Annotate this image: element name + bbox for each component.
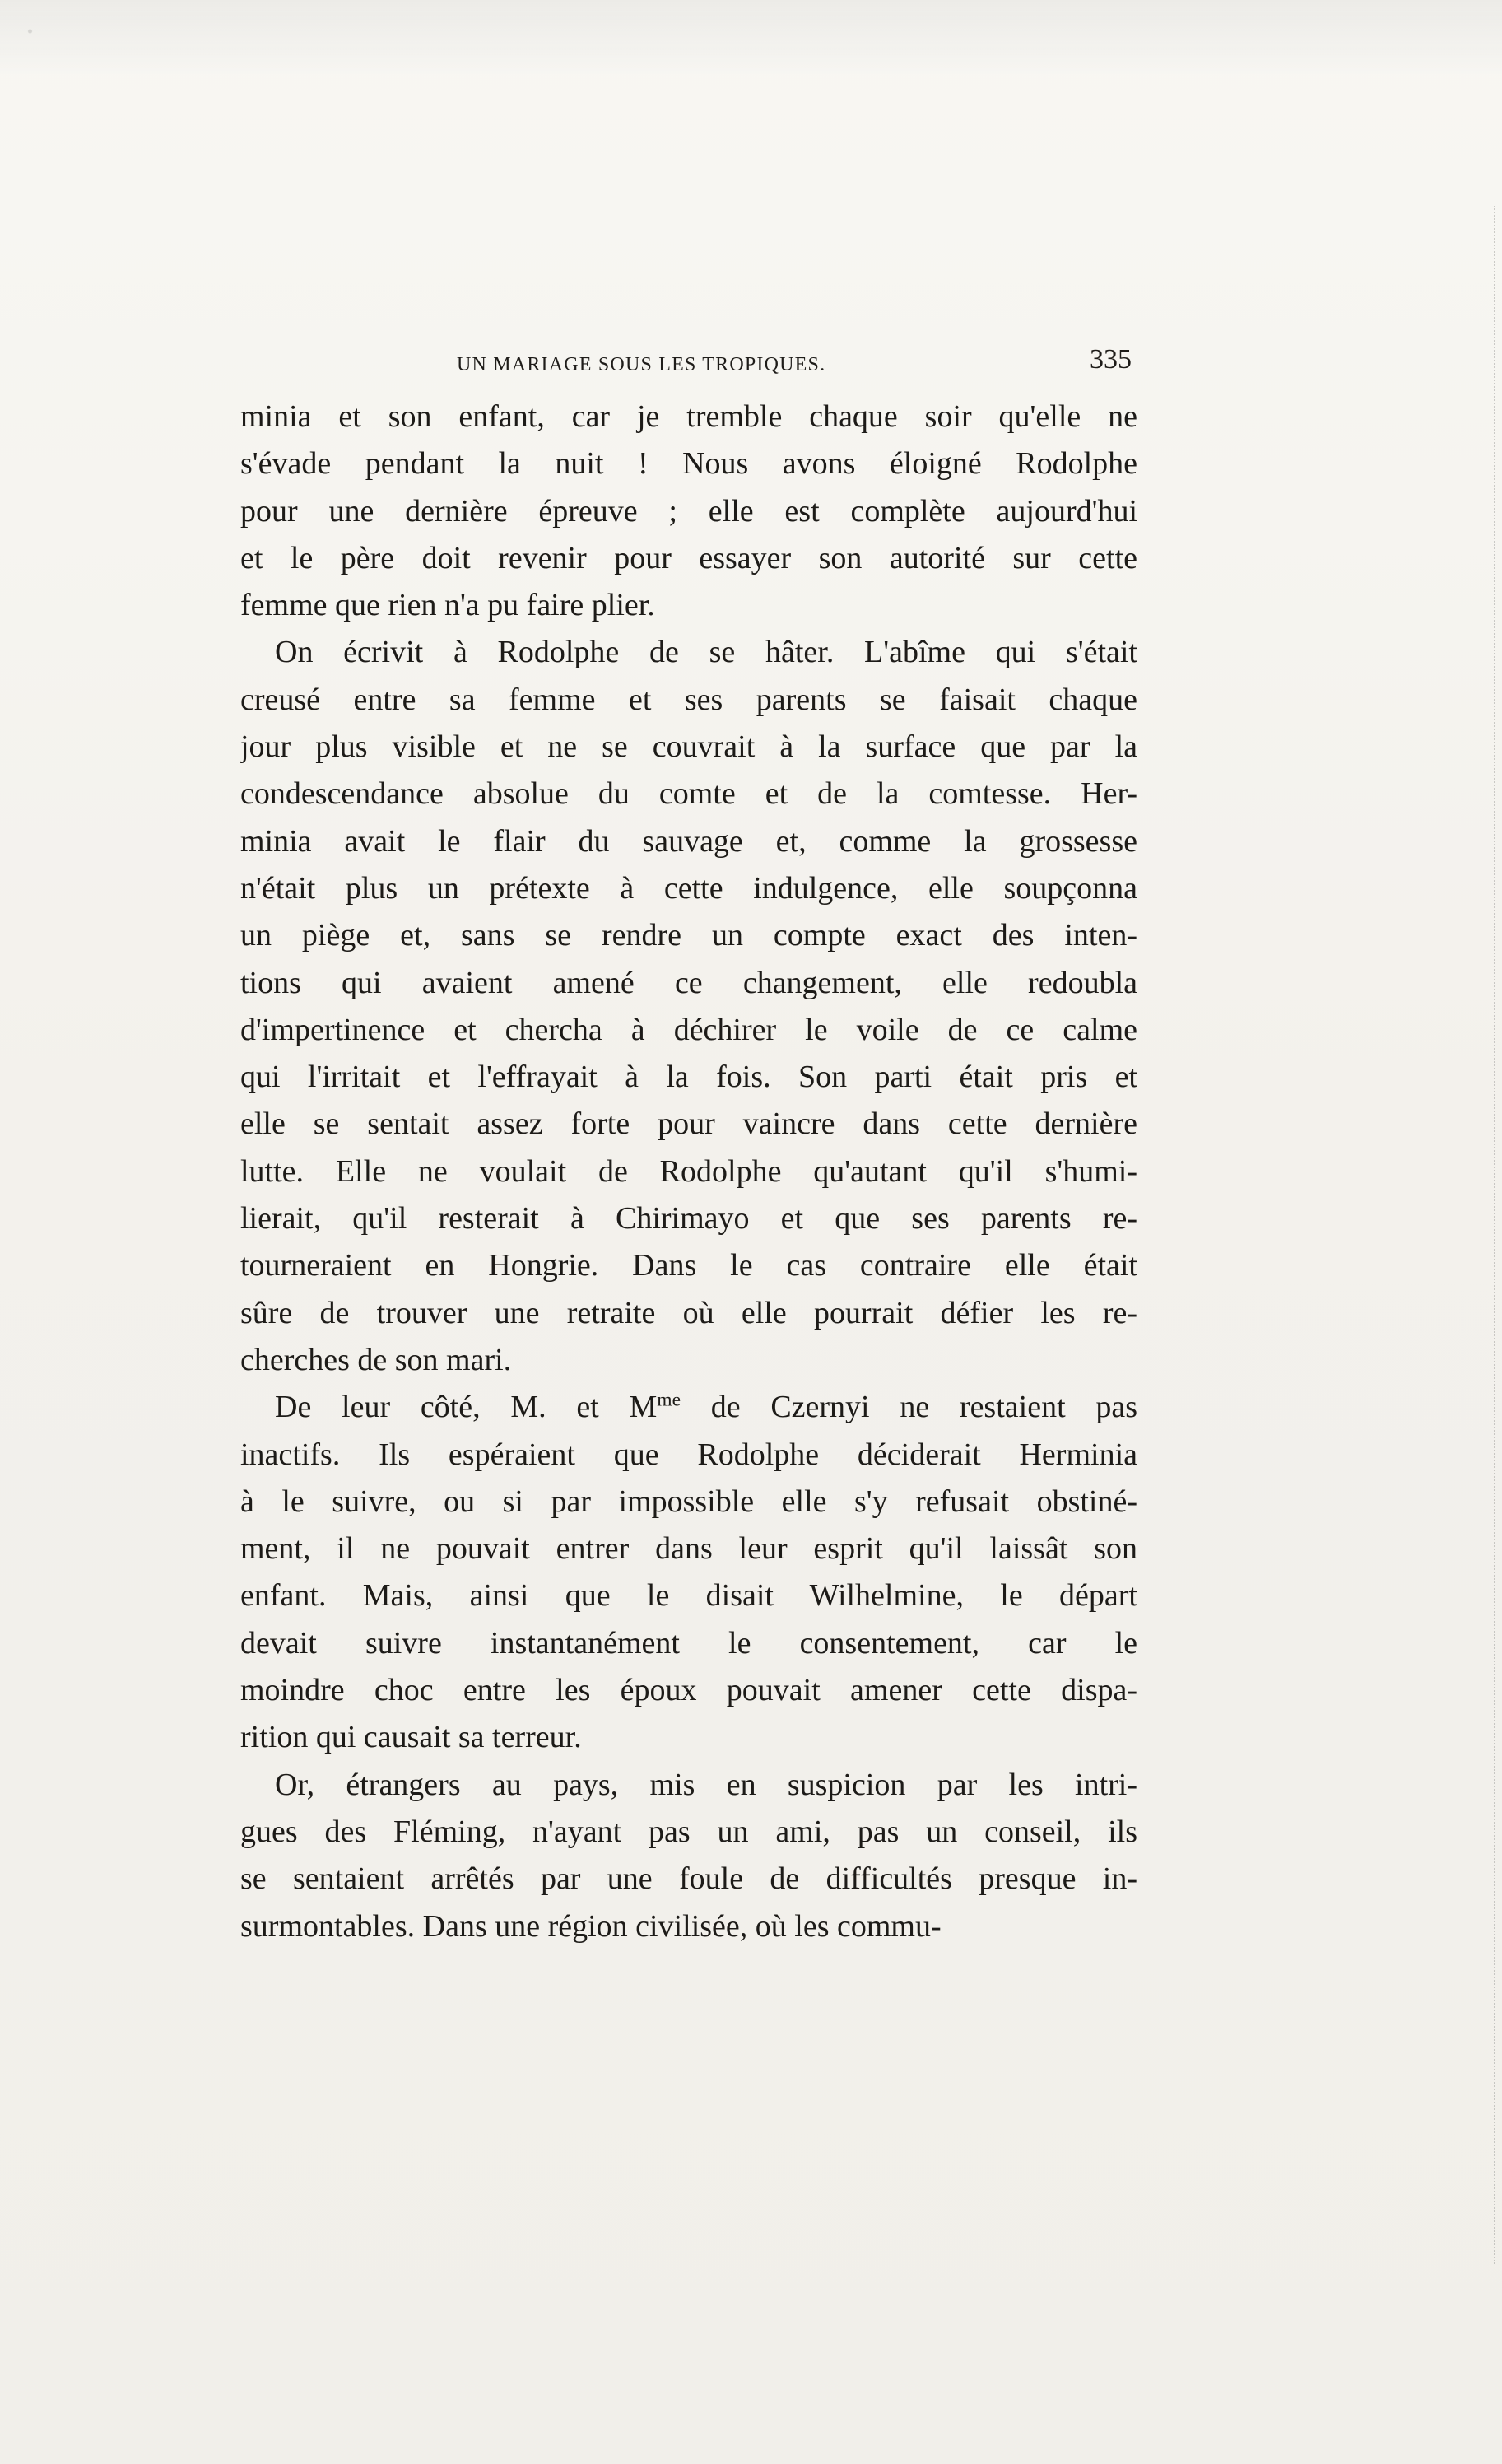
text-line: lutte. Elle ne voulait de Rodolphe qu'autant qu'il s'humi- <box>240 1153 1137 1189</box>
scan-right-edge <box>1479 206 1495 2264</box>
text-line: n'était plus un prétexte à cette indulgence, elle soupçonna <box>240 870 1137 906</box>
text-line: devait suivre instantanément le consentement, car le <box>240 1625 1137 1661</box>
text-line: jour plus visible et ne se couvrait à la surface que par la <box>240 729 1137 765</box>
text-line: inactifs. Ils espéraient que Rodolphe déciderait Herminia <box>240 1437 1137 1472</box>
text-line: se sentaient arrêtés par une foule de difficultés presque in- <box>240 1861 1137 1897</box>
page-header <box>457 344 1132 394</box>
text-line: gues des Fléming, n'ayant pas un ami, pas un conseil, ils <box>240 1814 1137 1849</box>
text-line: et le père doit revenir pour essayer son autorité sur cette <box>240 540 1137 575</box>
text-line: minia et son enfant, car je tremble chaque soir qu'elle ne <box>240 399 1137 434</box>
text-line: ment, il ne pouvait entrer dans leur esprit qu'il laissât son <box>240 1531 1137 1567</box>
text-line: On écrivit à Rodolphe de se hâter. L'abîme qui s'était <box>275 635 1137 670</box>
text-fragment: de Czernyi ne restaient pas <box>681 1390 1137 1425</box>
text-fragment: De leur côté, M. et M <box>275 1390 658 1425</box>
body-text <box>240 394 1137 1950</box>
text-line: d'impertinence et chercha à déchirer le voile de ce calme <box>240 1012 1137 1047</box>
text-line: sûre de trouver une retraite où elle pourrait défier les re- <box>240 1295 1137 1330</box>
text-line: creusé entre sa femme et ses parents se faisait chaque <box>240 682 1137 717</box>
text-line: rition qui causait sa terreur. <box>240 1720 582 1755</box>
text-line: moindre choc entre les époux pouvait amener cette dispa- <box>240 1673 1137 1708</box>
text-line: cherches de son mari. <box>240 1342 512 1377</box>
text-line: minia avait le flair du sauvage et, comme la grossesse <box>240 823 1137 859</box>
text-line: Or, étrangers au pays, mis en suspicion par les intri- <box>275 1767 1137 1802</box>
text-line <box>240 1384 1137 1431</box>
text-line: surmontables. Dans une région civilisée, où les commu- <box>240 1908 942 1944</box>
scan-top-edge <box>0 0 1502 78</box>
text-line: s'évade pendant la nuit ! Nous avons éloigné Rodolphe <box>240 446 1137 482</box>
text-line: pour une dernière épreuve ; elle est complète aujourd'hui <box>240 493 1137 529</box>
text-line: femme que rien n'a pu faire plier. <box>240 588 655 623</box>
text-line: un piège et, sans se rendre un compte exact des inten- <box>240 918 1137 953</box>
text-line: enfant. Mais, ainsi que le disait Wilhelmine, le départ <box>240 1578 1137 1614</box>
text-line: lierait, qu'il resterait à Chirimayo et que ses parents re- <box>240 1201 1137 1237</box>
text-line: tourneraient en Hongrie. Dans le cas contraire elle était <box>240 1248 1137 1283</box>
page-number: 335 <box>1090 344 1132 375</box>
text-line: tions qui avaient amené ce changement, elle redoubla <box>240 965 1137 1000</box>
text-line: condescendance absolue du comte et de la comtesse. Her- <box>240 776 1137 812</box>
text-line: elle se sentait assez forte pour vaincre dans cette dernière <box>240 1106 1137 1142</box>
text-line: qui l'irritait et l'effrayait à la fois. Son parti était pris et <box>240 1060 1137 1095</box>
superscript-abbreviation: me <box>657 1389 681 1411</box>
text-line: à le suivre, ou si par impossible elle s'y refusait obstiné- <box>240 1484 1137 1519</box>
running-head: UN MARIAGE SOUS LES TROPIQUES. <box>457 354 826 375</box>
